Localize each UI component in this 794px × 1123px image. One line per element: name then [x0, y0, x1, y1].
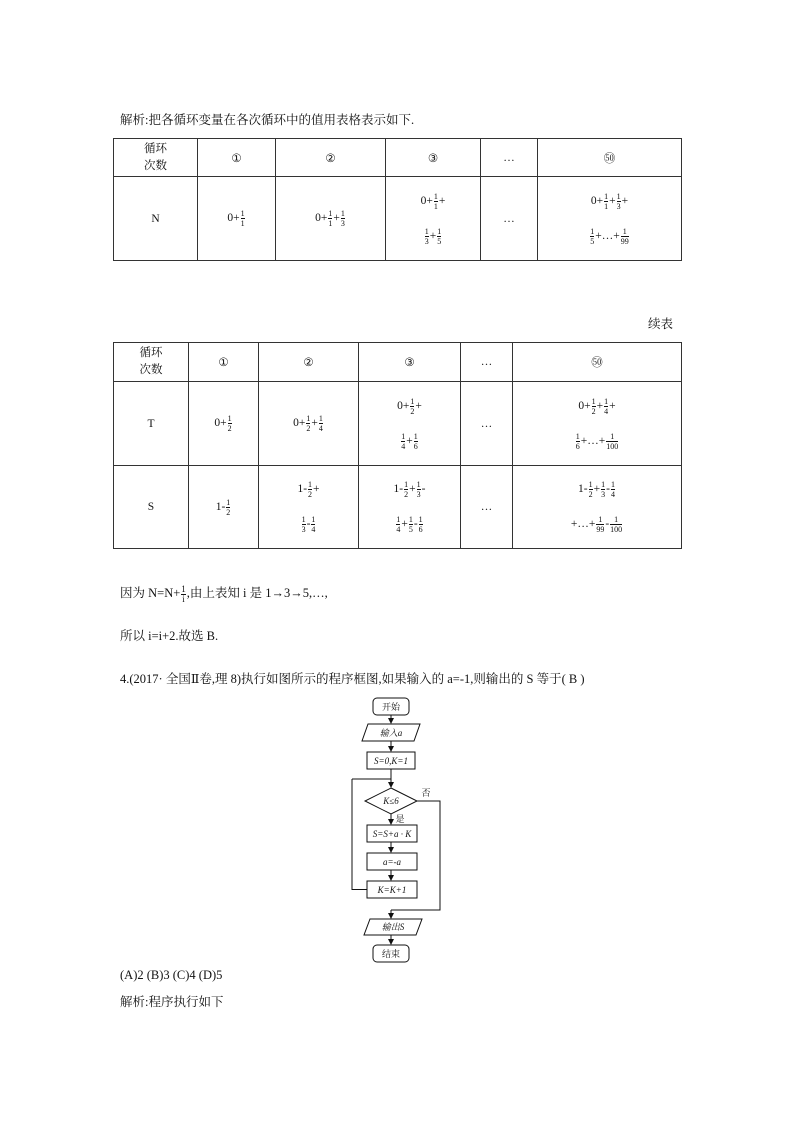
continued-label: 续表	[648, 317, 674, 331]
sum-step-label: S=S+a · K	[372, 829, 412, 839]
row-label-t: T	[114, 382, 189, 466]
col-header-1: ①	[198, 139, 276, 177]
col-header-1: ①	[189, 343, 259, 382]
col-header-ellipsis: …	[481, 139, 538, 177]
no-label: 否	[421, 788, 431, 798]
t-cell-ellipsis: …	[461, 382, 513, 466]
header-loop-count: 循环 次数	[114, 343, 189, 382]
therefore-line: 所以 i=i+2.故选 B.	[120, 629, 219, 643]
s-cell-1: 1- $\frac{1}{2}$	[189, 466, 259, 549]
col-header-2: ②	[259, 343, 359, 382]
col-header-2: ②	[276, 139, 386, 177]
s-cell-ellipsis: …	[461, 466, 513, 549]
col-header-3: ③	[386, 139, 481, 177]
negate-step-label: a=-a	[382, 857, 402, 867]
n-cell-1: 0+ $\frac{1}{1}$	[198, 177, 276, 261]
intro-text: 解析:把各循环变量在各次循环中的值用表格表示如下.	[120, 113, 415, 127]
loop-table-ts	[113, 342, 682, 549]
init-label: S=0,K=1	[374, 756, 408, 766]
s-cell-2: 1- $\frac{1}{2}$ + $\frac{1}{3}$ - $\frac{1}{4}$	[259, 466, 359, 549]
condition-label: K≤6	[383, 796, 399, 806]
n-cell-2: 0+ $\frac{1}{1}$ + $\frac{1}{3}$	[276, 177, 386, 261]
col-header-3: ③	[359, 343, 461, 382]
answer-options: (A)2 (B)3 (C)4 (D)5	[120, 968, 223, 982]
yes-label: 是	[395, 814, 405, 824]
n-cell-ellipsis: …	[481, 177, 538, 261]
t-cell-3: 0+ $\frac{1}{2}$ + $\frac{1}{4}$ + $\frac{1}{6}$	[359, 382, 461, 466]
s-cell-50: 1- $\frac{1}{2}$ + $\frac{1}{3}$ - $\frac{1}{4}$ +…+ $\frac{1}{99}$ - $\frac{1}{100}$	[513, 466, 682, 549]
t-cell-50: 0+ $\frac{1}{2}$ + $\frac{1}{4}$ + $\frac{1}{6}$ +…+ $\frac{1}{100}$	[513, 382, 682, 466]
n-cell-50: 0+ $\frac{1}{1}$ + $\frac{1}{3}$ + $\frac{1}{5}$ +…+ $\frac{1}{99}$	[538, 177, 682, 261]
t-cell-1: 0+ $\frac{1}{2}$	[189, 382, 259, 466]
start-label: 开始	[381, 702, 401, 712]
n-cell-3: 0+ $\frac{1}{1}$ + $\frac{1}{3}$ + $\frac{1}{5}$	[386, 177, 481, 261]
increment-step-label: K=K+1	[377, 885, 407, 895]
s-cell-3: 1- $\frac{1}{2}$ + $\frac{1}{3}$ - $\frac{1}{4}$ + $\frac{1}{5}$ - $\frac{1}{6}$	[359, 466, 461, 549]
end-label: 结束	[381, 949, 401, 959]
col-header-ellipsis: …	[461, 343, 513, 382]
analysis-heading: 解析:程序执行如下	[120, 995, 224, 1009]
col-header-50: ㊿	[538, 139, 682, 177]
output-label: 输出S	[381, 922, 405, 932]
because-line: 因为 N=N+ $\frac{1}{i}$ ,由上表知 i 是 1→3→5,…,	[120, 583, 328, 604]
row-label-s: S	[114, 466, 189, 549]
row-label-n: N	[114, 177, 198, 261]
header-loop-count: 循环 次数	[114, 139, 198, 177]
t-cell-2: 0+ $\frac{1}{2}$ + $\frac{1}{4}$	[259, 382, 359, 466]
loop-table-n	[113, 138, 682, 261]
col-header-50: ㊿	[513, 343, 682, 382]
program-flowchart	[340, 695, 480, 965]
input-label: 输入a	[379, 728, 403, 738]
question-text: 4.(2017· 全国Ⅱ卷,理 8)执行如图所示的程序框图,如果输入的 a=-1,则输出的 S 等于( B )	[120, 672, 585, 686]
